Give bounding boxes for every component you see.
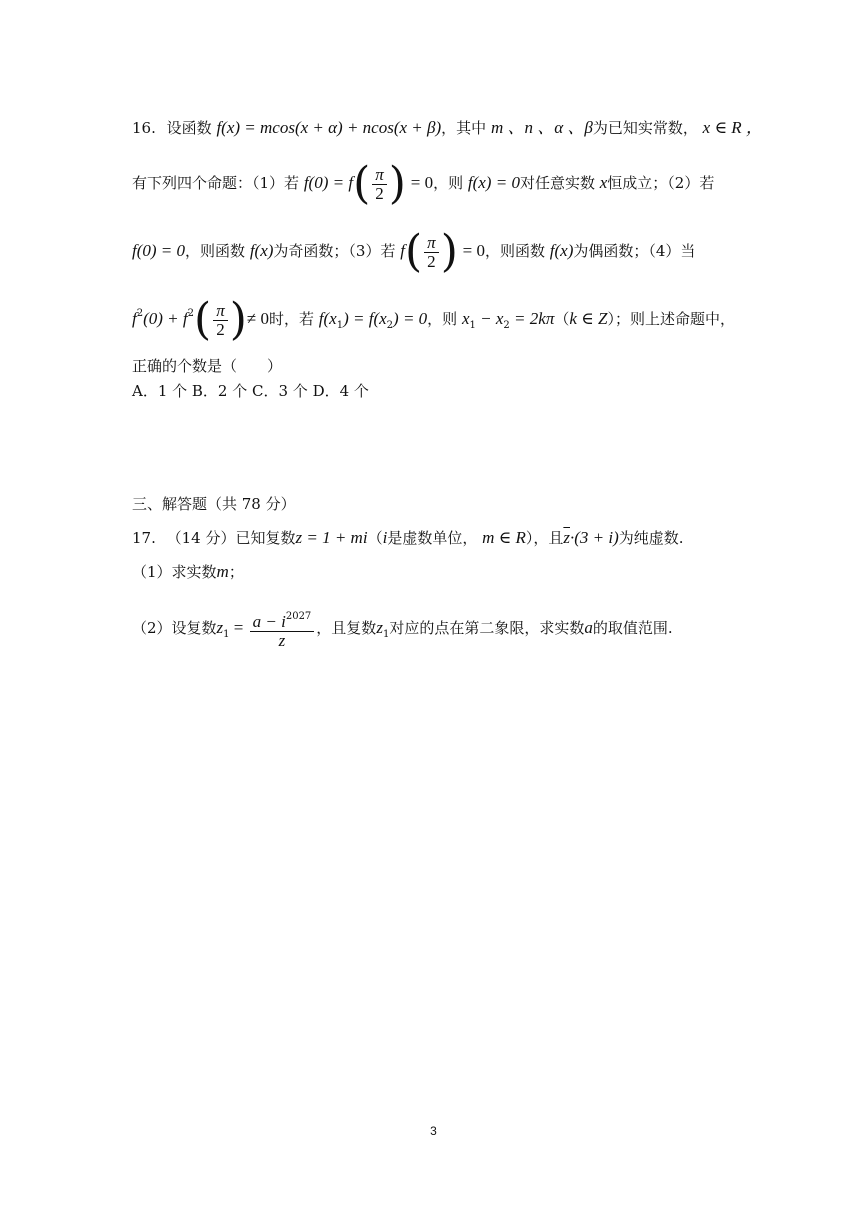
q16-text: 为偶函数；（4）当 [573, 242, 696, 260]
page-number: 3 [430, 1124, 437, 1138]
q17-line-1: 17. （14 分）已知复数z = 1 + mi（i是虚数单位， m ∈ R），且$\overline{z}\cdot(3 + i)$为纯虚数. [132, 528, 684, 547]
q17-part-1: （1）求实数m； [132, 562, 244, 581]
q16-fx: f(x) [549, 241, 574, 260]
fraction-pi-over-2: $\frac{\pi}{2}$ [213, 302, 228, 339]
q16-line-5 [132, 356, 282, 376]
q16-neq: ≠ 0 [246, 309, 269, 328]
q16-text: ，则 [427, 310, 458, 328]
q16-text: 时，若 [268, 310, 314, 328]
q16-f0: f(0) = f [303, 173, 354, 192]
q16-variables: m 、n 、α 、β [490, 118, 593, 137]
q16-f: f [400, 241, 405, 260]
section-title: 三、解答题（共 78 分） [132, 495, 296, 513]
q16-text: ，则函数 [185, 242, 246, 260]
q16-choices: A．1 个 B．2 个 C．3 个 D．4 个 [132, 382, 369, 400]
q16-text: 有下列四个命题：（1）若 [132, 174, 300, 192]
q16-function-def: f(x) = mcos(x + α) + ncos(x + β) [216, 118, 442, 137]
q16-eq: = 0 [462, 241, 485, 260]
q16-text: 设函数 [166, 119, 212, 137]
q16-text: ，其中 [441, 119, 487, 137]
z-conjugate: $\overline{z}$ [563, 528, 570, 547]
fraction-z1: $\frac{a - i^{2027}}{z}$ [250, 608, 315, 650]
q17-part-2: （2）设复数$z_1$ = $\frac{a - i^{2027}}{z}$ ，且复数$z_1$对应的点在第二象限，求实数a的取值范围. [132, 608, 673, 650]
q16-text: 为奇函数；（3）若 [273, 242, 396, 260]
q16-line-1 [132, 118, 763, 138]
q16-text: ，则 [433, 174, 464, 192]
q16-eq: = 0 [410, 173, 434, 192]
q16-text: 对任意实数 [519, 174, 595, 192]
q16-number: 16. [132, 119, 156, 137]
q16-x: x [599, 173, 608, 192]
q16-fx: f(x) [249, 241, 274, 260]
q16-fx-zero: f(x) = 0 [467, 173, 520, 192]
q16-text: 为已知实常数， [592, 119, 698, 137]
q17-number: 17. [132, 529, 156, 547]
q16-line-3: f(0) = 0，则函数 f(x)为奇函数；（3）若 f( $\frac{\pi}{2}$ ) = 0，则函数 f(x)为偶函数；（4）当 [132, 226, 696, 277]
q16-f00: f(0) = 0 [132, 241, 186, 260]
q16-prompt: 正确的个数是（ ） [132, 357, 283, 375]
q16-line-4: $f^2(0) + f^2$( $\frac{\pi}{2}$ )≠ 0时，若 $f(x_1) = f(x_2) = 0$，则 $x_1 - x_2 = 2k\pi(k$ ∈ Z）；则上述命题中， [132, 294, 735, 345]
q16-line-2: 有下列四个命题：（1）若 f(0) = f( $\frac{\pi}{2}$ ) = 0，则 f(x) = 0对任意实数 x恒成立；（2）若 [132, 158, 715, 209]
fraction-pi-over-2: $\frac{\pi}{2}$ [372, 166, 387, 203]
q16-text: ，则函数 [484, 242, 545, 260]
q16-domain: x ∈ R ， [702, 118, 763, 137]
fraction-pi-over-2: $\frac{\pi}{2}$ [424, 234, 439, 271]
q16-text: 恒成立；（2）若 [607, 174, 715, 192]
